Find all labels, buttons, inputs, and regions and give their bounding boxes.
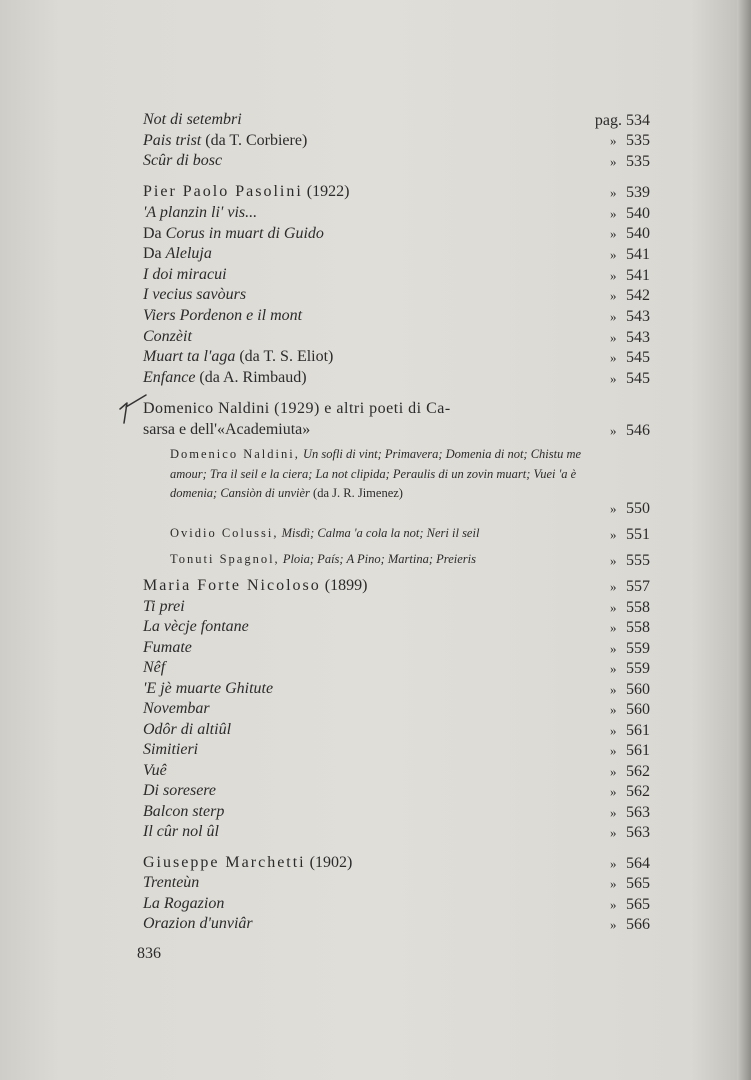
toc-page: » 562	[610, 783, 650, 800]
toc-page: » 560	[610, 701, 650, 718]
toc-page: » 541	[610, 267, 650, 284]
toc-entry: Pais trist (da T. Corbiere)	[143, 132, 308, 149]
toc-entry: Odôr di altiûl	[143, 721, 232, 738]
toc-entry: Il cûr nol ûl	[143, 823, 219, 840]
toc-entry: I vecius savòurs	[143, 286, 247, 303]
toc-entry: Enfance (da A. Rimbaud)	[143, 369, 307, 386]
toc-entry: Balcon sterp	[143, 803, 225, 820]
toc-page: » 535	[610, 153, 650, 170]
toc-sub-entry: Ovidio Colussi, Misdì; Calma 'a cola la not; Neri il seil	[170, 526, 480, 540]
toc-sub-entry: Domenico Naldini, Un sofli di vint; Primavera; Domenia di not; Chistu me amour; Tra il seil e la ciera; La not clipida; Peraulis di un zovin muart; Vuei 'a è domenia; Cansiòn di unvièr (da J. R. Jimenez)	[170, 447, 582, 500]
toc-page: » 562	[610, 763, 650, 780]
toc-page: » 558	[610, 599, 650, 616]
toc-page: » 558	[610, 619, 650, 636]
toc-page: » 559	[610, 640, 650, 657]
toc-page: » 545	[610, 370, 650, 387]
toc-page: » 557	[610, 578, 650, 595]
toc-entry: Simitieri	[143, 741, 199, 758]
toc-page: » 540	[610, 205, 650, 222]
toc-entry: Vuê	[143, 762, 167, 779]
toc-entry: Scûr di bosc	[143, 152, 223, 169]
toc-entry: Viers Pordenon e il mont	[143, 307, 303, 324]
toc-entry: Ti prei	[143, 598, 185, 615]
toc-page: » 563	[610, 824, 650, 841]
toc-page: » 545	[610, 349, 650, 366]
toc-page: » 551	[610, 526, 650, 543]
toc-page: » 535	[610, 132, 650, 149]
toc-page: » 564	[610, 855, 650, 872]
toc-page: » 542	[610, 287, 650, 304]
toc-page: » 546	[610, 422, 650, 439]
toc-page: » 543	[610, 308, 650, 325]
toc-entry: Di soresere	[143, 782, 217, 799]
toc-page: » 555	[610, 552, 650, 569]
toc-author: Pier Paolo Pasolini (1922)	[143, 183, 350, 200]
toc-entry: Trenteùn	[143, 874, 200, 891]
toc-entry: Novembar	[143, 700, 210, 717]
toc-page: » 541	[610, 246, 650, 263]
toc-page: » 561	[610, 722, 650, 739]
toc-entry: La vècje fontane	[143, 618, 249, 635]
toc-page: pag. 534	[594, 112, 650, 129]
page-number: 836	[137, 945, 161, 962]
toc-entry: 'E jè muarte Ghitute	[143, 680, 274, 697]
toc-page: » 565	[610, 875, 650, 892]
toc-page: » 563	[610, 804, 650, 821]
toc-entry: Not di setembri	[143, 111, 242, 128]
toc-page: » 565	[610, 896, 650, 913]
toc-page: » 560	[610, 681, 650, 698]
toc-page: » 566	[610, 916, 650, 933]
toc-entry: Orazion d'unviâr	[143, 915, 253, 932]
toc-page: » 543	[610, 329, 650, 346]
toc-page: » 561	[610, 742, 650, 759]
toc-entry: 'A planzin li' vis...	[143, 204, 258, 221]
toc-sub-entry: Tonuti Spagnol, Ploia; País; A Pino; Martina; Preieris	[170, 552, 476, 566]
toc-author: Giuseppe Marchetti (1902)	[143, 854, 353, 871]
toc-entry: I doi miracui	[143, 266, 227, 283]
toc-entry: La Rogazion	[143, 895, 225, 912]
toc-entry: Muart ta l'aga (da T. S. Eliot)	[143, 348, 334, 365]
toc-author-group: Domenico Naldini (1929) e altri poeti di Ca- sarsa e dell'«Academiuta»	[143, 400, 451, 438]
toc-entry: Nêf	[143, 659, 166, 676]
toc-entry: Da Aleluja	[143, 245, 212, 262]
page-edge	[737, 0, 751, 1080]
toc-page: » 559	[610, 660, 650, 677]
toc-entry: Da Corus in muart di Guido	[143, 225, 324, 242]
toc-page: » 540	[610, 225, 650, 242]
toc-page: » 539	[610, 184, 650, 201]
toc-entry: Conzèit	[143, 328, 192, 345]
toc-page: » 550	[610, 500, 650, 517]
toc-author: Maria Forte Nicoloso (1899)	[143, 577, 368, 594]
toc-entry: Fumate	[143, 639, 192, 656]
